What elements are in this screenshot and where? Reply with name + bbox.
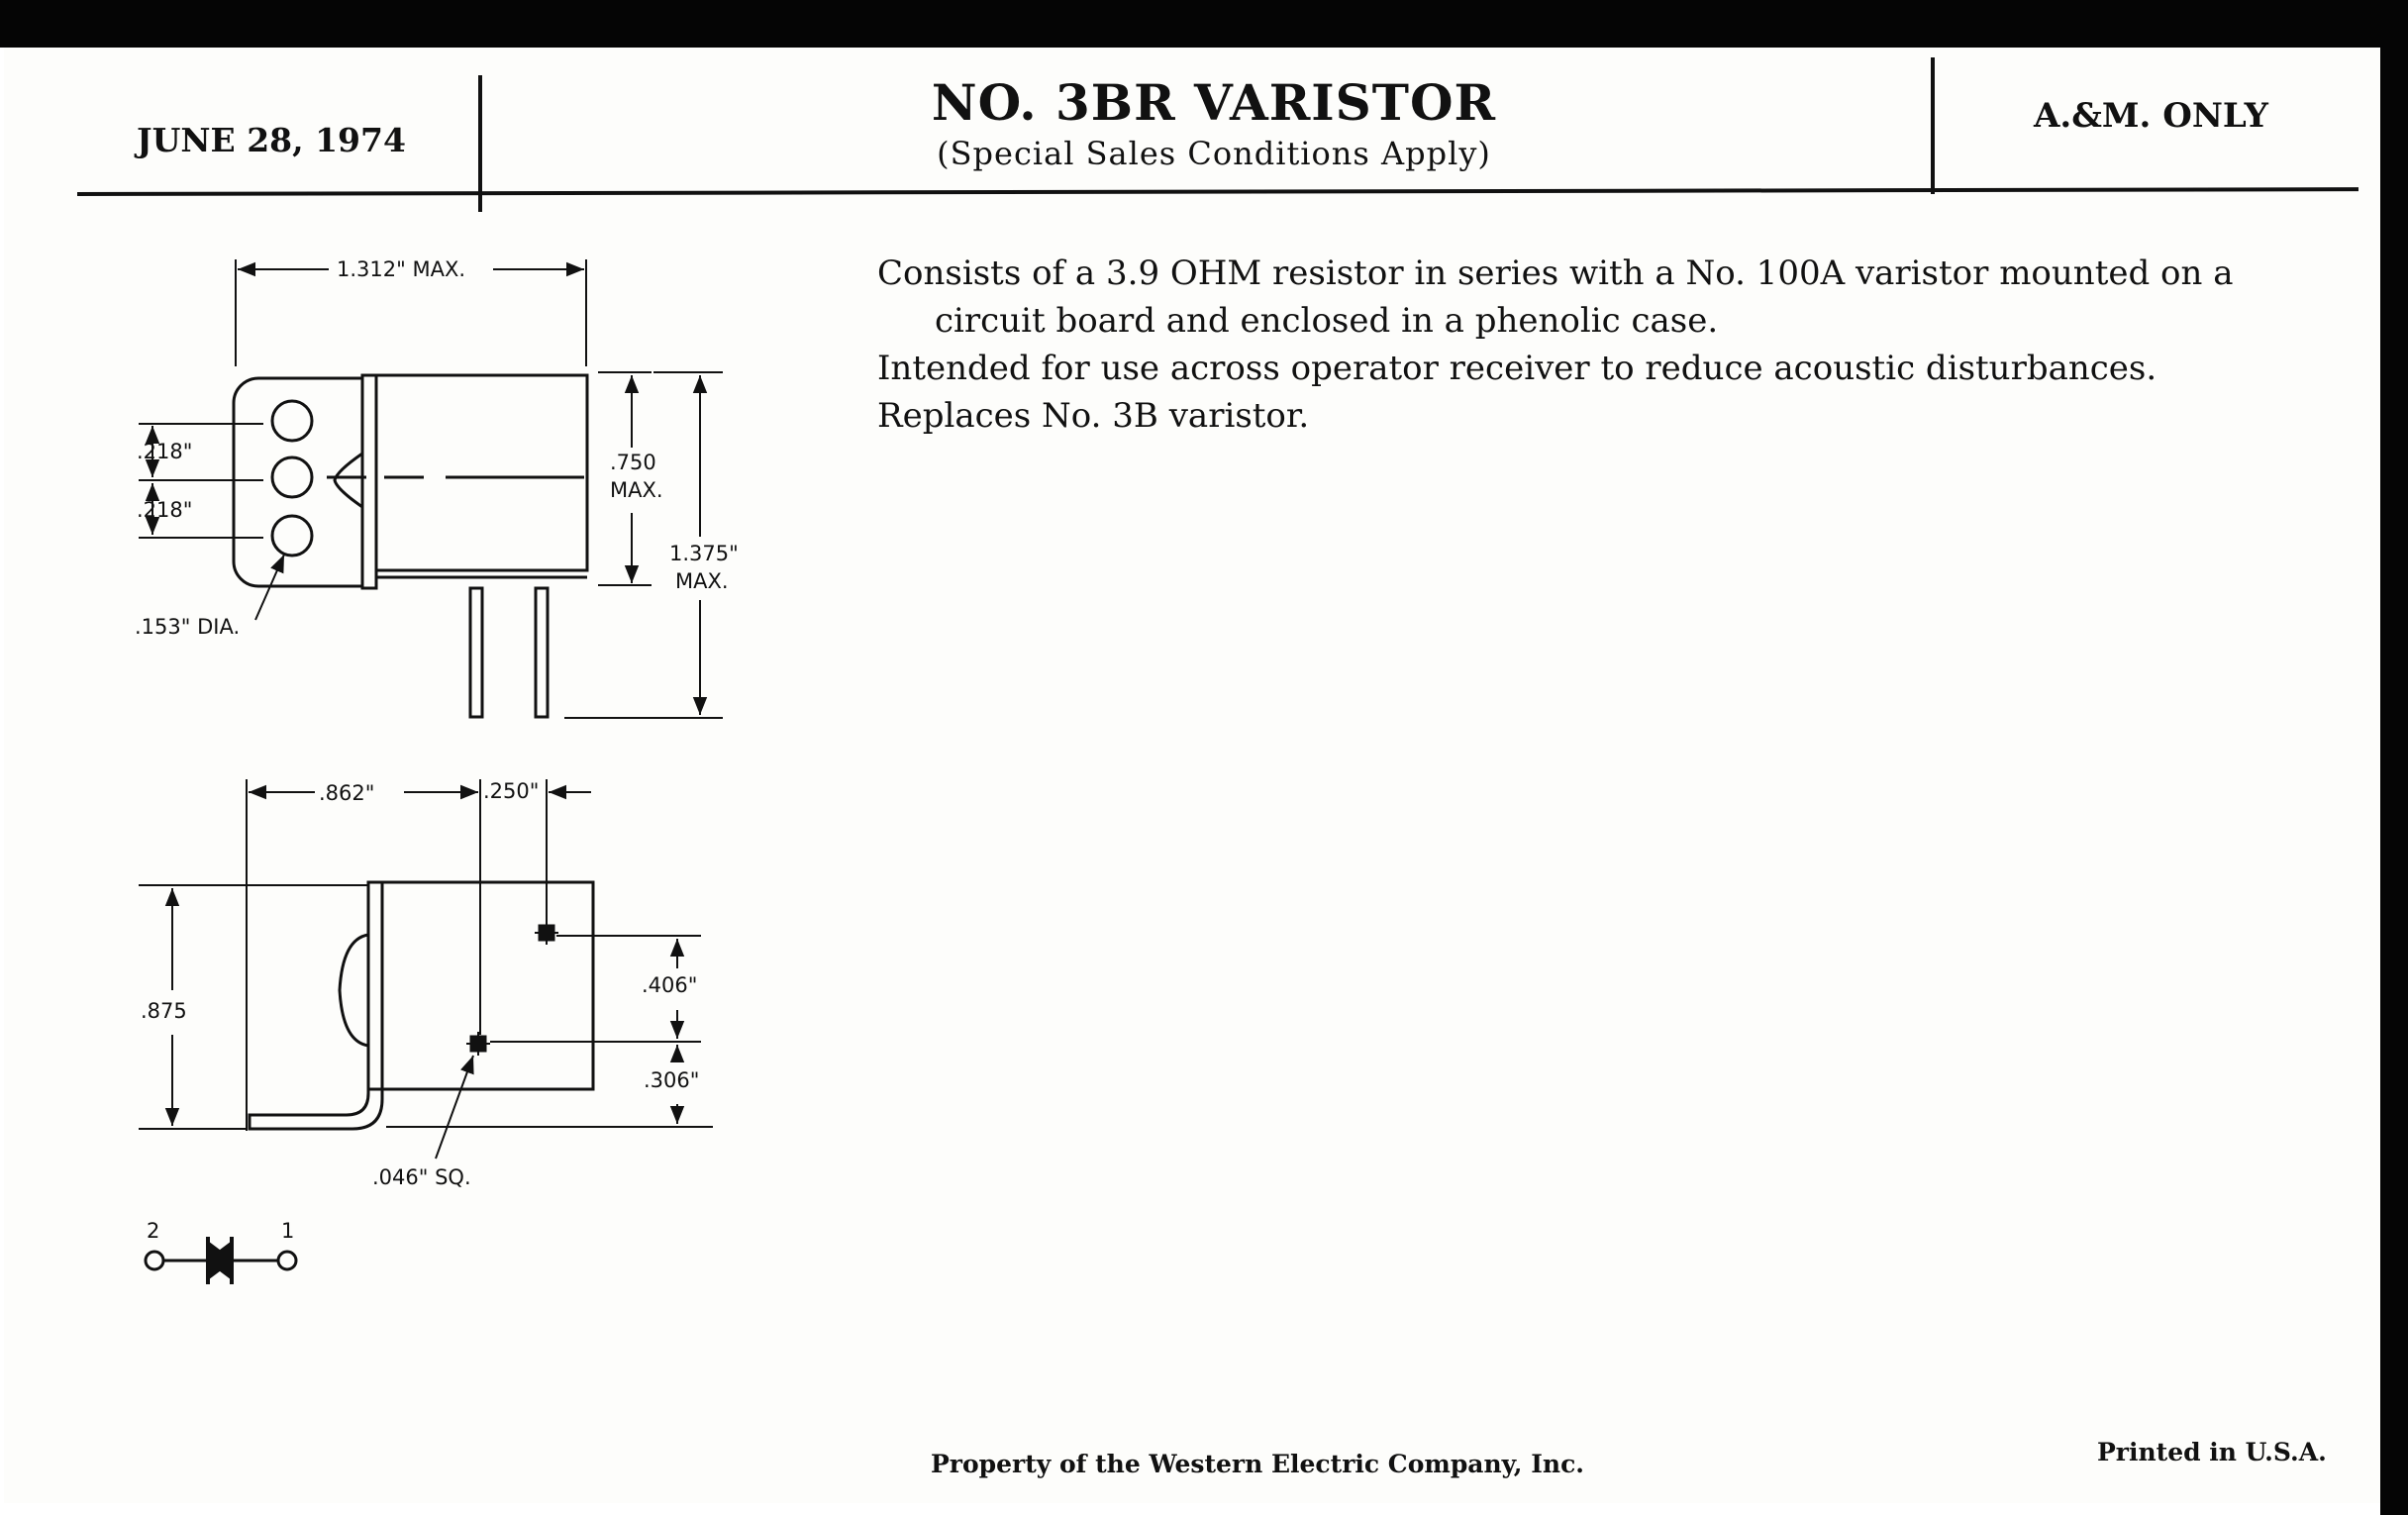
pin-lower [466, 1032, 490, 1056]
side-view-body [250, 882, 593, 1129]
label-length: .862" [319, 781, 375, 805]
label-lower-pin: .306" [644, 1068, 700, 1092]
page-subtitle: (Special Sales Conditions Apply) [937, 135, 1491, 172]
terminal-1-label: 1 [281, 1219, 295, 1243]
terminal-2 [146, 1252, 163, 1269]
pin-upper [535, 921, 558, 945]
restriction-label: A.&M. ONLY [2034, 96, 2268, 136]
terminal-hole-2 [272, 457, 312, 497]
label-hole-dia: .153" DIA. [135, 615, 241, 639]
dim-pin-positions [386, 936, 713, 1127]
label-width: 1.312" MAX. [337, 257, 465, 281]
label-pin-size: .046" SQ. [372, 1165, 471, 1189]
label-spacing-lower: .218" [137, 498, 193, 522]
label-height: .875 [141, 999, 187, 1023]
terminal-hole-1 [272, 401, 312, 441]
description-line-2: Intended for use across operator receiver to reduce acoustic disturbances. [877, 349, 2157, 388]
terminal-1 [278, 1252, 296, 1269]
schematic-symbol [146, 1237, 296, 1284]
label-spacing-upper: .218" [137, 440, 193, 463]
mounting-pin-left [470, 588, 482, 717]
terminal-2-label: 2 [147, 1219, 160, 1243]
label-body-height: .750 [610, 451, 656, 474]
label-upper-pin: .406" [642, 973, 698, 997]
page-title: NO. 3BR VARISTOR [931, 73, 1497, 132]
side-view [139, 779, 713, 1159]
footer-property: Property of the Western Electric Company, Inc. [931, 1450, 1585, 1478]
label-overall-height-note: MAX. [675, 569, 729, 593]
label-body-height-note: MAX. [610, 478, 663, 502]
issue-date: JUNE 28, 1974 [137, 121, 406, 159]
mounting-pin-right [536, 588, 548, 717]
description-line-3: Replaces No. 3B varistor. [877, 396, 1310, 436]
label-offset: .250" [483, 779, 540, 803]
footer-printed: Printed in U.S.A. [2097, 1438, 2327, 1466]
description-line-1: Consists of a 3.9 OHM resistor in series with a No. 100A varistor mounted on a circuit board and enclosed in a phenolic case. [877, 253, 2234, 341]
label-overall-height: 1.375" [669, 542, 739, 565]
dim-length [247, 779, 480, 1131]
pin-leader [436, 1056, 473, 1159]
terminal-hole-3 [272, 516, 312, 556]
